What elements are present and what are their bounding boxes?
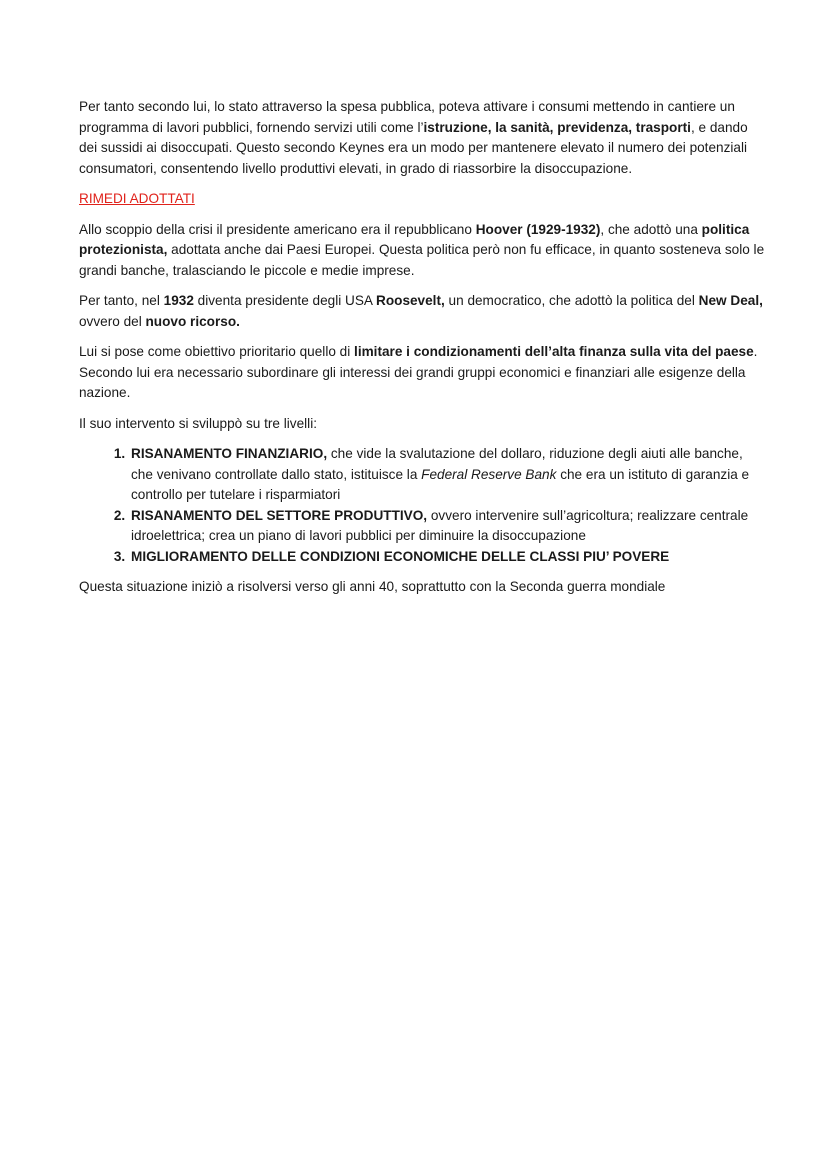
bold-text: limitare i condizionamenti dell’alta finanza sulla vita del paese <box>354 344 754 359</box>
bold-text: MIGLIORAMENTO DELLE CONDIZIONI ECONOMICHE DELLE CLASSI PIU’ POVERE <box>131 548 670 564</box>
paragraph-intro-list: Il suo intervento si sviluppò su tre livelli: <box>79 415 317 431</box>
bold-text: politica protezionista, <box>79 221 750 257</box>
italic-text: Federal Reserve Bank <box>421 466 557 482</box>
list-item <box>129 444 768 506</box>
text-run: un democratico, che adottò la politica del <box>444 293 699 308</box>
text-run: adottata anche dai Paesi Europei. Questa politica però non fu efficace, in quanto sosteneva solo le grandi banche, tralasciando le piccole e medie imprese. <box>79 242 765 278</box>
section-heading: RIMEDI ADOTTATI <box>79 191 195 206</box>
text-run: che vide la svalutazione del dollaro, riduzione degli aiuti alle banche, che venivano controllate dallo stato, istituisce la <box>131 446 743 482</box>
bold-text: istruzione, la sanità, previdenza, trasporti <box>423 119 691 135</box>
text-run: ovvero del <box>79 313 146 329</box>
bold-text: RISANAMENTO DEL SETTORE PRODUTTIVO, <box>131 507 428 523</box>
text-run: Per tanto secondo lui, lo stato attraverso la spesa pubblica, poteva attivare i consumi mettendo in cantiere un programma di lavori pubblici, fornendo servizi utili come l’ <box>79 99 735 135</box>
paragraph-keynes <box>79 97 768 179</box>
bold-text: 1932 <box>163 293 194 308</box>
bold-text: nuovo ricorso. <box>145 313 240 329</box>
bold-text: New Deal, <box>698 293 763 308</box>
numbered-list <box>79 444 768 567</box>
text-run: Allo scoppio della crisi il presidente americano era il repubblicano <box>79 221 476 237</box>
bold-text: Hoover (1929-1932) <box>475 221 601 237</box>
paragraph-hoover <box>79 220 768 282</box>
paragraph-roosevelt <box>79 291 768 332</box>
text-run: Lui si pose come obiettivo prioritario quello di <box>79 344 355 359</box>
bold-text: Roosevelt, <box>376 293 445 308</box>
text-run: Per tanto, nel <box>79 293 164 308</box>
list-item <box>129 506 768 547</box>
text-run: , e dando dei sussidi ai disoccupati. Questo secondo Keynes era un modo per mantenere elevato il numero dei potenziali consumatori, consentendo livello produttivi elevati, in grado di riassorbire la disoccupazione. <box>79 119 748 176</box>
paragraph-conclusion: Questa situazione iniziò a risolversi verso gli anni 40, soprattutto con la Seconda guerra mondiale <box>79 579 666 594</box>
bold-text: RISANAMENTO FINANZIARIO, <box>131 446 328 461</box>
text-run: . Secondo lui era necessario subordinare gli interessi dei grandi gruppi economici e finanziari alle esigenze della nazione. <box>79 344 758 400</box>
text-run: , che adottò una <box>600 221 702 237</box>
paragraph-objective <box>79 342 768 404</box>
list-item <box>129 547 768 568</box>
text-run: ovvero intervenire sull’agricoltura; realizzare centrale idroelettrica; crea un piano di lavori pubblici per diminuire la disoccupazione <box>131 507 749 543</box>
text-run: diventa presidente degli USA <box>193 293 377 308</box>
text-run: che era un istituto di garanzia e controllo per tutelare i risparmiatori <box>131 466 750 502</box>
